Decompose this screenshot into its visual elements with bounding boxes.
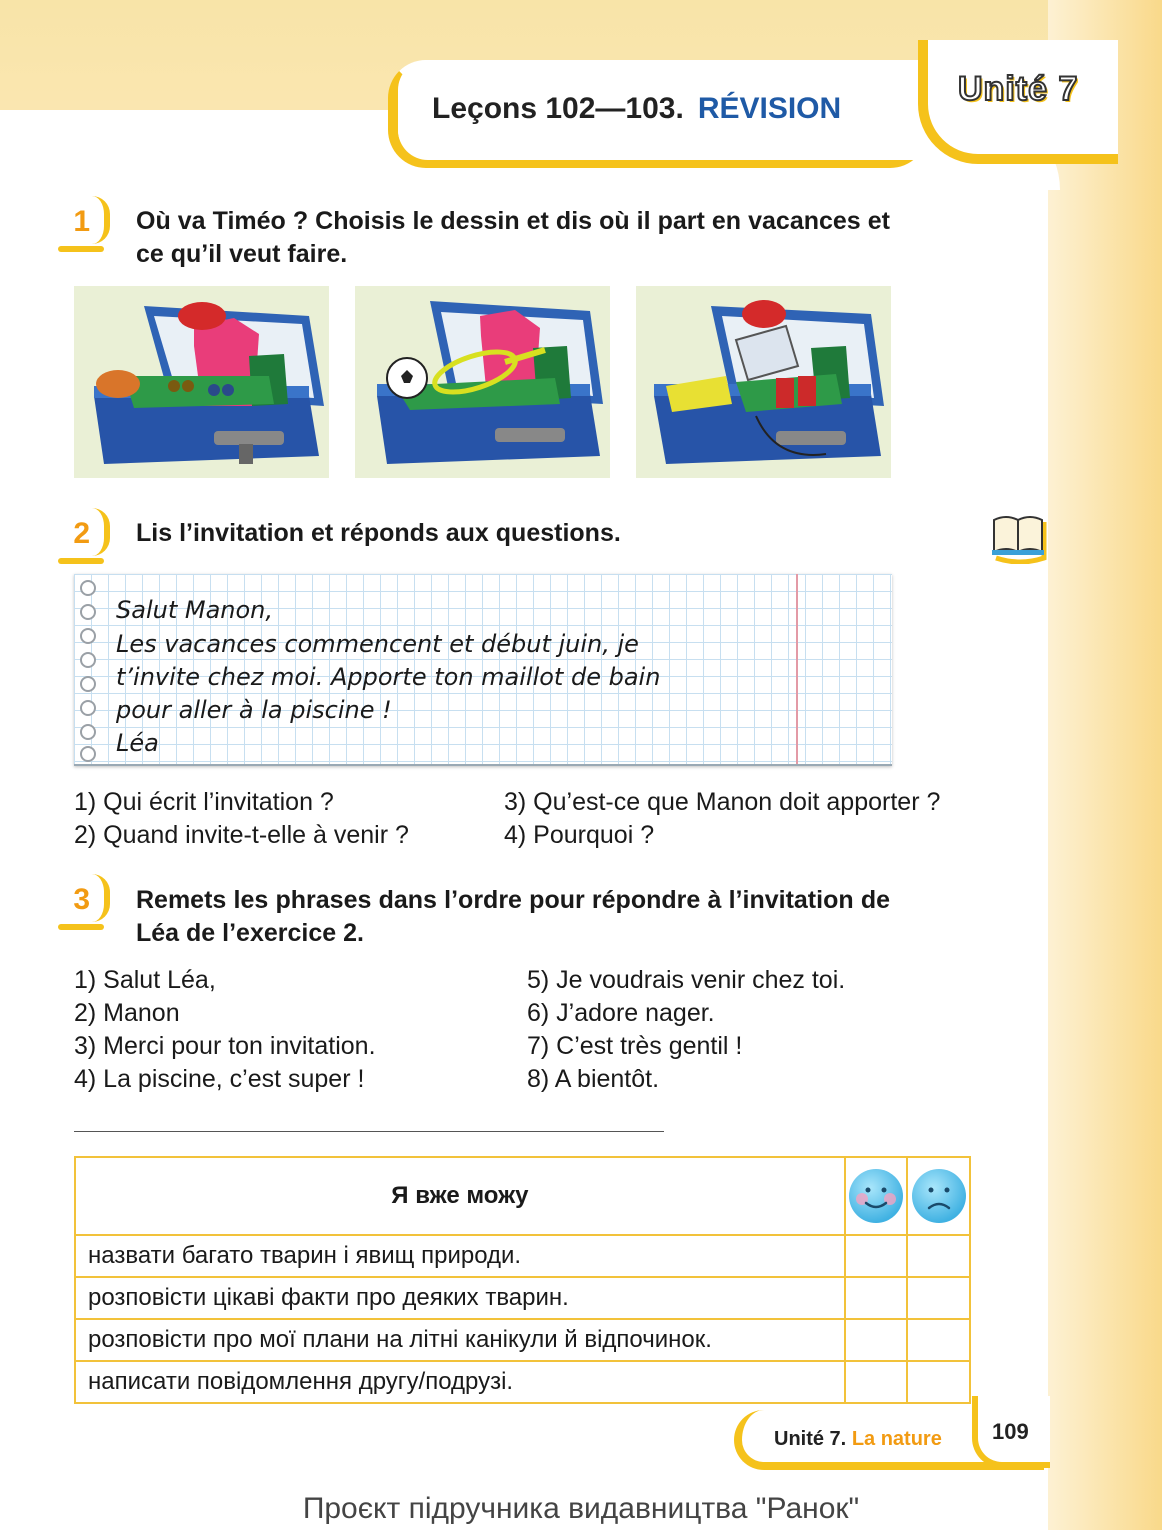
sentence-item: 3) Merci pour ton invitation. bbox=[74, 1032, 376, 1060]
skill-label: написати повідомлення другу/подрузі. bbox=[75, 1361, 845, 1403]
letter-line: Léa bbox=[116, 729, 159, 757]
happy-checkbox-cell[interactable] bbox=[845, 1277, 908, 1319]
table-header-label: Я вже можу bbox=[75, 1157, 845, 1235]
happy-checkbox-cell[interactable] bbox=[845, 1319, 908, 1361]
question-item: 2) Quand invite-t-elle à venir ? bbox=[74, 821, 409, 849]
table-row bbox=[75, 1361, 970, 1403]
footer-unit-title bbox=[774, 1428, 942, 1451]
publisher-note: Проєкт підручника видавництва "Ранок" bbox=[302, 1492, 860, 1525]
notebook-ring bbox=[80, 604, 96, 620]
question-item: 4) Pourquoi ? bbox=[504, 821, 655, 849]
exercise-number-2: 2 bbox=[58, 514, 112, 560]
right-band bbox=[1048, 0, 1162, 1530]
suitcase-books-icon bbox=[636, 286, 891, 478]
lessons-label: Leçons 102—103. bbox=[432, 92, 684, 125]
suitcase-sports-icon bbox=[355, 286, 610, 478]
suitcase-beach-icon bbox=[74, 286, 329, 478]
page-title bbox=[432, 92, 841, 126]
notebook-ring bbox=[80, 724, 96, 740]
suitcase-beach-picture[interactable] bbox=[74, 286, 329, 478]
exercise-number-3: 3 bbox=[58, 880, 112, 926]
sentence-item: 2) Manon bbox=[74, 999, 180, 1027]
suitcase-sports-picture[interactable] bbox=[355, 286, 610, 478]
table-row bbox=[75, 1277, 970, 1319]
letter-line: Salut Manon, bbox=[116, 596, 274, 624]
revision-label: RÉVISION bbox=[697, 92, 842, 125]
notebook-ring bbox=[80, 676, 96, 692]
skill-label: розповісти цікаві факти про деяких тварин. bbox=[75, 1277, 845, 1319]
sentence-item: 4) La piscine, c’est super ! bbox=[74, 1065, 365, 1093]
happy-face-icon bbox=[847, 1167, 905, 1225]
sad-checkbox-cell[interactable] bbox=[907, 1235, 970, 1277]
self-assessment-table bbox=[74, 1156, 971, 1404]
suitcase-books-picture[interactable] bbox=[636, 286, 891, 478]
exercise-2-instruction: Lis l’invitation et réponds aux questions. bbox=[136, 519, 621, 547]
notebook-margin-line bbox=[796, 574, 798, 764]
happy-column-header bbox=[845, 1157, 908, 1235]
exercise-1-instruction: Où va Timéo ? Choisis le dessin et dis où il part en vacances et ce qu’il veut faire. bbox=[136, 207, 890, 268]
happy-checkbox-cell[interactable] bbox=[845, 1235, 908, 1277]
letter-line: pour aller à la piscine ! bbox=[116, 696, 392, 724]
skill-label: назвати багато тварин і явищ природи. bbox=[75, 1235, 845, 1277]
footer-unit: Unité 7. bbox=[774, 1428, 847, 1450]
letter-line: t’invite chez moi. Apporte ton maillot de bain bbox=[116, 663, 661, 691]
sad-column-header bbox=[907, 1157, 970, 1235]
sad-checkbox-cell[interactable] bbox=[907, 1319, 970, 1361]
notebook-ring bbox=[80, 580, 96, 596]
sentence-item: 1) Salut Léa, bbox=[74, 966, 216, 994]
question-item: 3) Qu’est-ce que Manon doit apporter ? bbox=[504, 788, 941, 816]
skill-label: розповісти про мої плани на літні канікули й відпочинок. bbox=[75, 1319, 845, 1361]
sentence-item: 5) Je voudrais venir chez toi. bbox=[527, 966, 846, 994]
question-item: 1) Qui écrit l’invitation ? bbox=[74, 788, 334, 816]
footer-topic: La nature bbox=[851, 1428, 942, 1450]
notebook-ring bbox=[80, 700, 96, 716]
notebook-ring bbox=[80, 746, 96, 762]
notebook-ring bbox=[80, 628, 96, 644]
sad-checkbox-cell[interactable] bbox=[907, 1277, 970, 1319]
page-number: 109 bbox=[992, 1419, 1029, 1444]
table-header-row bbox=[75, 1157, 970, 1235]
notebook-ring bbox=[80, 652, 96, 668]
sentence-item: 8) A bientôt. bbox=[527, 1065, 660, 1093]
sentence-item: 6) J’adore nager. bbox=[527, 999, 715, 1027]
exercise-3-instruction: Remets les phrases dans l’ordre pour répondre à l’invitation de Léa de l’exercice 2. bbox=[136, 886, 890, 947]
answer-line[interactable] bbox=[74, 1131, 664, 1132]
happy-checkbox-cell[interactable] bbox=[845, 1361, 908, 1403]
sentence-item: 7) C’est très gentil ! bbox=[527, 1032, 743, 1060]
unit-badge: Unité 7 bbox=[958, 70, 1079, 108]
sad-checkbox-cell[interactable] bbox=[907, 1361, 970, 1403]
sad-face-icon bbox=[910, 1167, 968, 1225]
exercise-number-1: 1 bbox=[58, 202, 112, 248]
table-row bbox=[75, 1319, 970, 1361]
open-book-icon bbox=[990, 508, 1048, 568]
letter-line: Les vacances commencent et début juin, je bbox=[116, 630, 639, 658]
table-row bbox=[75, 1235, 970, 1277]
